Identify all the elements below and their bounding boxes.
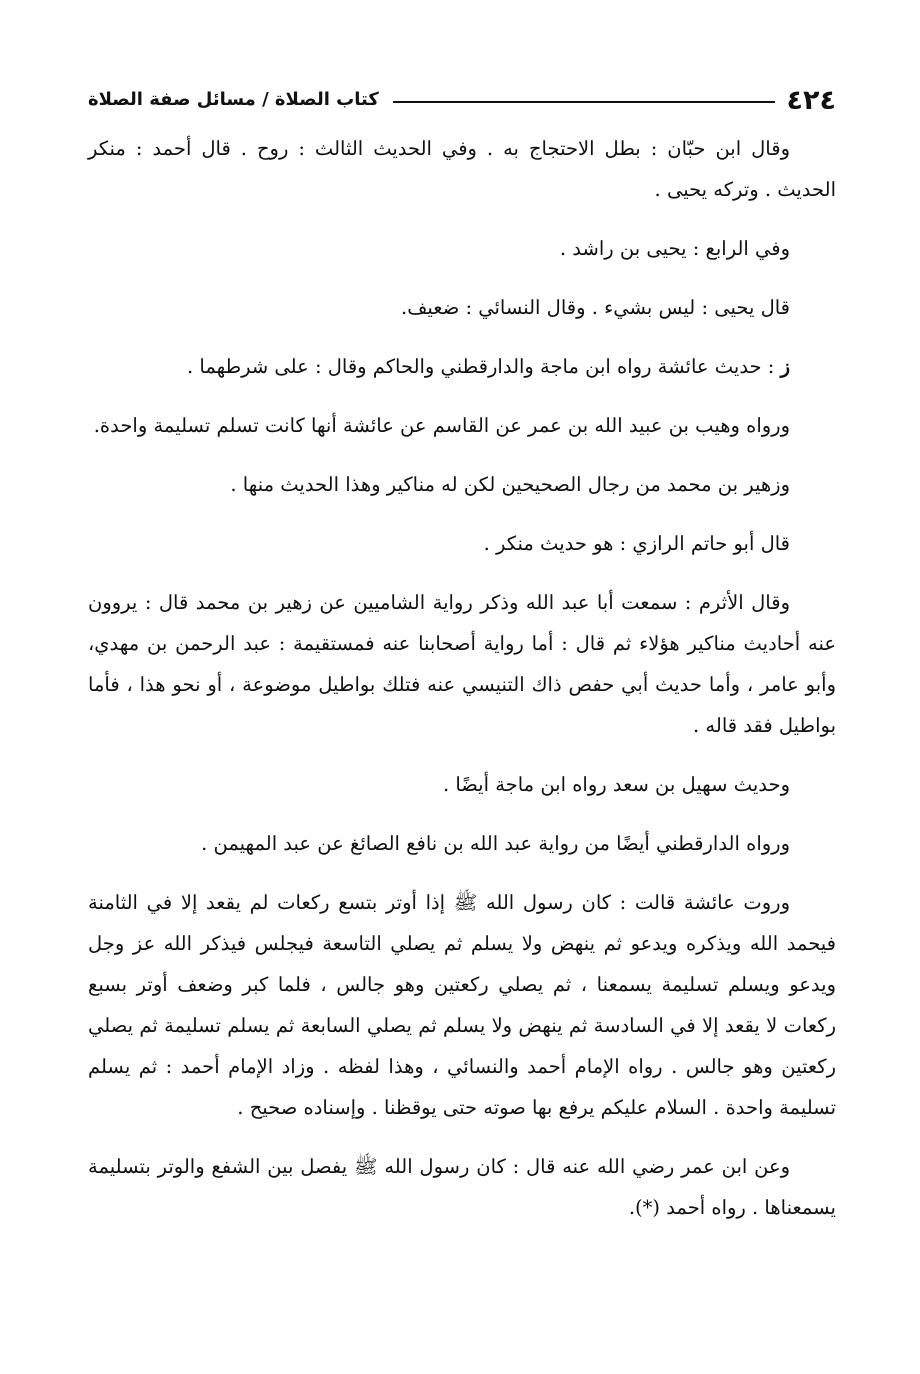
page-header bbox=[88, 80, 836, 120]
body-text bbox=[88, 128, 836, 1246]
paragraph: ورواه الدارقطني أيضًا من رواية عبد الله بن نافع الصائغ عن عبد المهيمن . bbox=[201, 832, 790, 855]
paragraph: قال يحيى : ليس بشيء . وقال النسائي : ضعيف. bbox=[401, 296, 790, 319]
paragraph bbox=[88, 346, 836, 387]
header-rule bbox=[393, 101, 775, 103]
paragraph: وقال ابن حبّان : بطل الاحتجاج به . وفي الحديث الثالث : روح . قال أحمد : منكر الحديث . وتركه يحيى . bbox=[88, 137, 836, 201]
zay-marker: ز bbox=[780, 355, 790, 378]
paragraph: وعن ابن عمر رضي الله عنه قال : كان رسول الله ﷺ يفصل بين الشفع والوتر بتسليمة يسمعناها . رواه أحمد (*). bbox=[88, 1155, 836, 1219]
paragraph: وقال الأثرم : سمعت أبا عبد الله وذكر رواية الشاميين عن زهير بن محمد قال : يروون عنه أحاديث مناكير هؤلاء ثم قال : أما رواية أصحابنا عنه فمستقيمة : عبد الرحمن بن مهدي، وأبو عامر ، وأما حديث أبي حفص ذاك التنيسي عنه فتلك بواطيل موضوعة ، أو نحو هذا ، فأما بواطيل فقد قاله . bbox=[88, 591, 836, 737]
running-title: كتاب الصلاة / مسائل صفة الصلاة bbox=[88, 89, 379, 110]
paragraph: ورواه وهيب بن عبيد الله بن عمر عن القاسم عن عائشة أنها كانت تسلم تسليمة واحدة. bbox=[93, 414, 790, 437]
paragraph: وفي الرابع : يحيى بن راشد . bbox=[559, 237, 790, 260]
paragraph-text: : حديث عائشة رواه ابن ماجة والدارقطني والحاكم وقال : على شرطهما . bbox=[187, 355, 775, 378]
paragraph: وحديث سهيل بن سعد رواه ابن ماجة أيضًا . bbox=[442, 773, 790, 796]
paragraph: قال أبو حاتم الرازي : هو حديث منكر . bbox=[483, 532, 790, 555]
page-number: ٤٢٤ bbox=[786, 84, 836, 116]
paragraph: وروت عائشة قالت : كان رسول الله ﷺ إذا أوتر بتسع ركعات لم يقعد إلا في الثامنة فيحمد الله ويذكره ويدعو ثم ينهض ولا يسلم ثم يصلي التاسعة فيجلس فيذكر الله عز وجل ويدعو ويسلم تسليمة يسمعنا ، ثم يصلي ركعتين وهو جالس ، فلما كبر وضعف أوتر بسبع ركعات لا يقعد إلا في السادسة ثم ينهض ولا يسلم ثم يصلي السابعة ثم يسلم تسليمة ثم يصلي ركعتين وهو جالس . رواه الإمام أحمد والنسائي ، وهذا لفظه . وزاد الإمام أحمد : ثم يسلم تسليمة واحدة . السلام عليكم يرفع بها صوته حتى يوقظنا . وإسناده صحيح . bbox=[88, 891, 836, 1119]
paragraph: وزهير بن محمد من رجال الصحيحين لكن له مناكير وهذا الحديث منها . bbox=[230, 473, 790, 496]
